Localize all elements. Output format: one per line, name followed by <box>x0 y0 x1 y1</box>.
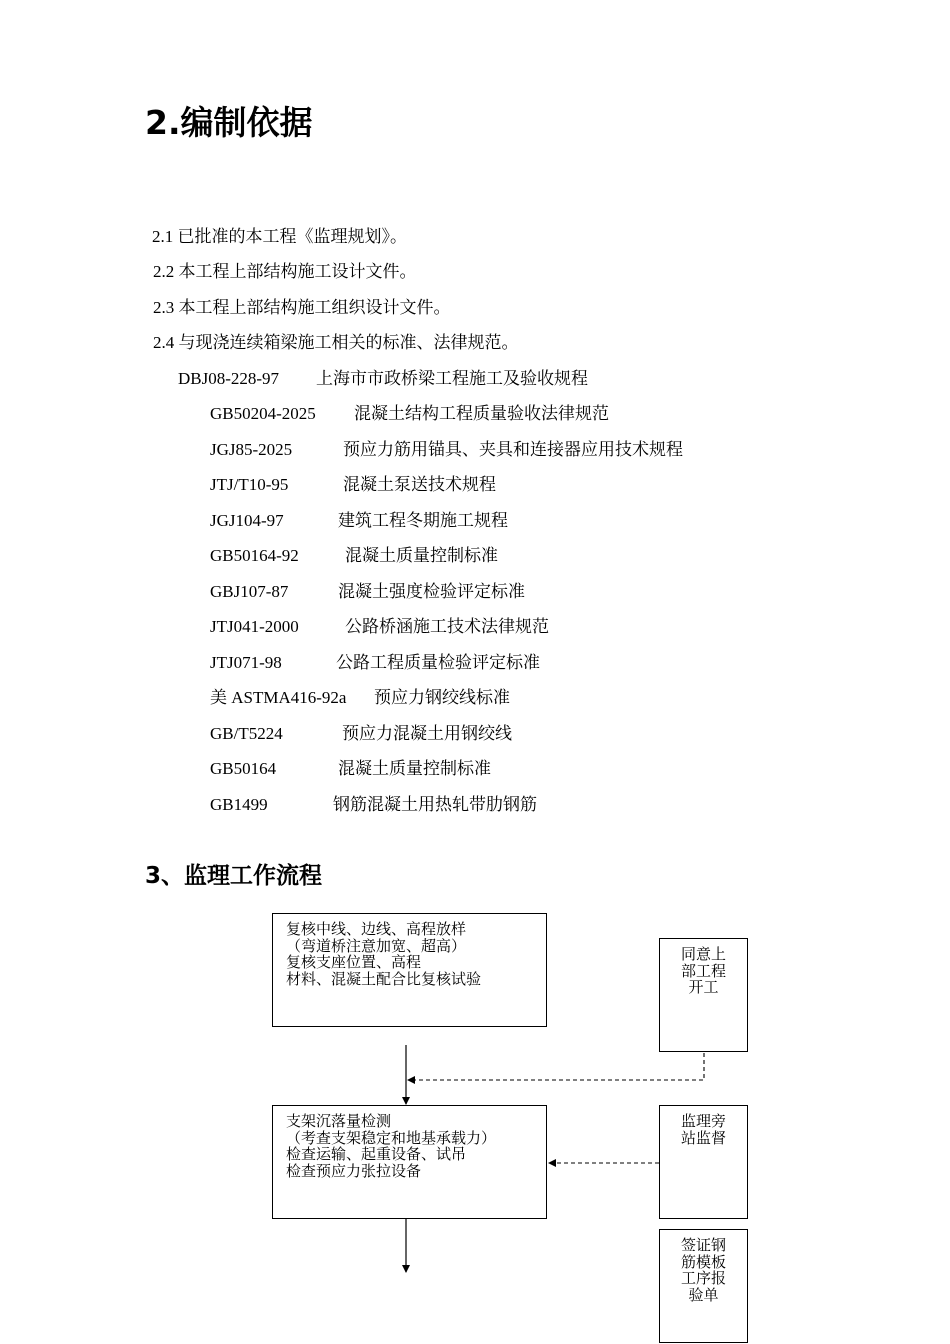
standard-code: JTJ/T10-95 <box>210 475 289 494</box>
standard-name: 公路桥涵施工技术法律规范 <box>345 617 549 636</box>
flow-box-line: 验单 <box>688 1285 719 1304</box>
flow-box-line: 检查预应力张拉设备 <box>286 1161 422 1180</box>
flow-side-signoff <box>659 1229 748 1343</box>
flow-box-line: （考查支架稳定和地基承载力） <box>286 1128 497 1147</box>
flow-side-approve-start <box>659 938 748 1052</box>
flow-box-line: 筋模板 <box>680 1252 726 1271</box>
flow-box-line: 支架沉落量检测 <box>286 1112 392 1130</box>
standard-name: 混凝土泵送技术规程 <box>343 475 496 494</box>
standard-name: 预应力钢绞线标准 <box>374 688 510 707</box>
flow-box-line: 同意上 <box>680 945 726 963</box>
standard-name: 建筑工程冬期施工规程 <box>338 511 508 530</box>
section-heading-flow: 3、监理工作流程 <box>145 863 323 889</box>
basis-item-2: 2.2 本工程上部结构施工设计文件。 <box>153 262 417 281</box>
section-heading-basis: 2.编制依据 <box>145 103 313 142</box>
basis-item-1: 2.1 已批准的本工程《监理规划》。 <box>152 227 407 246</box>
basis-item-4: 2.4 与现浇连续箱梁施工相关的标准、法律规范。 <box>153 333 519 352</box>
standard-code: GBJ107-87 <box>210 582 289 601</box>
standard-name: 公路工程质量检验评定标准 <box>336 653 540 672</box>
flow-box-line: 材料、混凝土配合比复核试验 <box>286 969 482 988</box>
standard-code: GB50164 <box>210 759 277 778</box>
standard-code: JTJ041-2000 <box>210 617 299 636</box>
standard-code: JGJ85-2025 <box>210 440 293 459</box>
standard-name: 预应力混凝土用钢绞线 <box>342 724 512 743</box>
flow-box-check-setout <box>272 913 547 1027</box>
flow-box-line: 签证钢 <box>680 1236 726 1254</box>
standard-name: 上海市市政桥梁工程施工及验收规程 <box>316 369 588 388</box>
standard-name: 混凝土质量控制标准 <box>338 759 491 778</box>
flow-box-line: 复核中线、边线、高程放样 <box>286 920 467 938</box>
standard-code: GB/T5224 <box>210 724 283 743</box>
standard-code: JTJ071-98 <box>210 653 282 672</box>
flow-box-line: （弯道桥注意加宽、超高） <box>286 936 467 955</box>
standard-name: 混凝土质量控制标准 <box>345 546 498 565</box>
standard-code: DBJ08-228-97 <box>178 369 280 388</box>
standard-code: 美 ASTMA416-92a <box>210 688 347 707</box>
flow-box-line: 部工程 <box>680 961 726 980</box>
flow-box-line: 检查运输、起重设备、试吊 <box>286 1145 467 1163</box>
basis-item-3: 2.3 本工程上部结构施工组织设计文件。 <box>153 298 451 317</box>
standard-name: 混凝土结构工程质量验收法律规范 <box>354 404 609 423</box>
standard-code: GB1499 <box>210 795 268 814</box>
standard-code: JGJ104-97 <box>210 511 284 530</box>
flow-box-line: 监理旁 <box>680 1112 726 1130</box>
flow-box-line: 工序报 <box>680 1269 726 1287</box>
standard-name: 预应力筋用锚具、夹具和连接器应用技术规程 <box>343 440 683 459</box>
standard-code: GB50164-92 <box>210 546 299 565</box>
flow-box-line: 复核支座位置、高程 <box>286 953 422 971</box>
standard-name: 混凝土强度检验评定标准 <box>338 582 525 601</box>
flow-box-line: 站监督 <box>680 1128 726 1147</box>
standard-name: 钢筋混凝土用热轧带肋钢筋 <box>333 795 537 814</box>
standard-code: GB50204-2025 <box>210 404 316 423</box>
flow-box-support-settlement <box>272 1105 547 1219</box>
flow-side-supervision <box>659 1105 748 1219</box>
flow-box-line: 开工 <box>688 978 719 996</box>
